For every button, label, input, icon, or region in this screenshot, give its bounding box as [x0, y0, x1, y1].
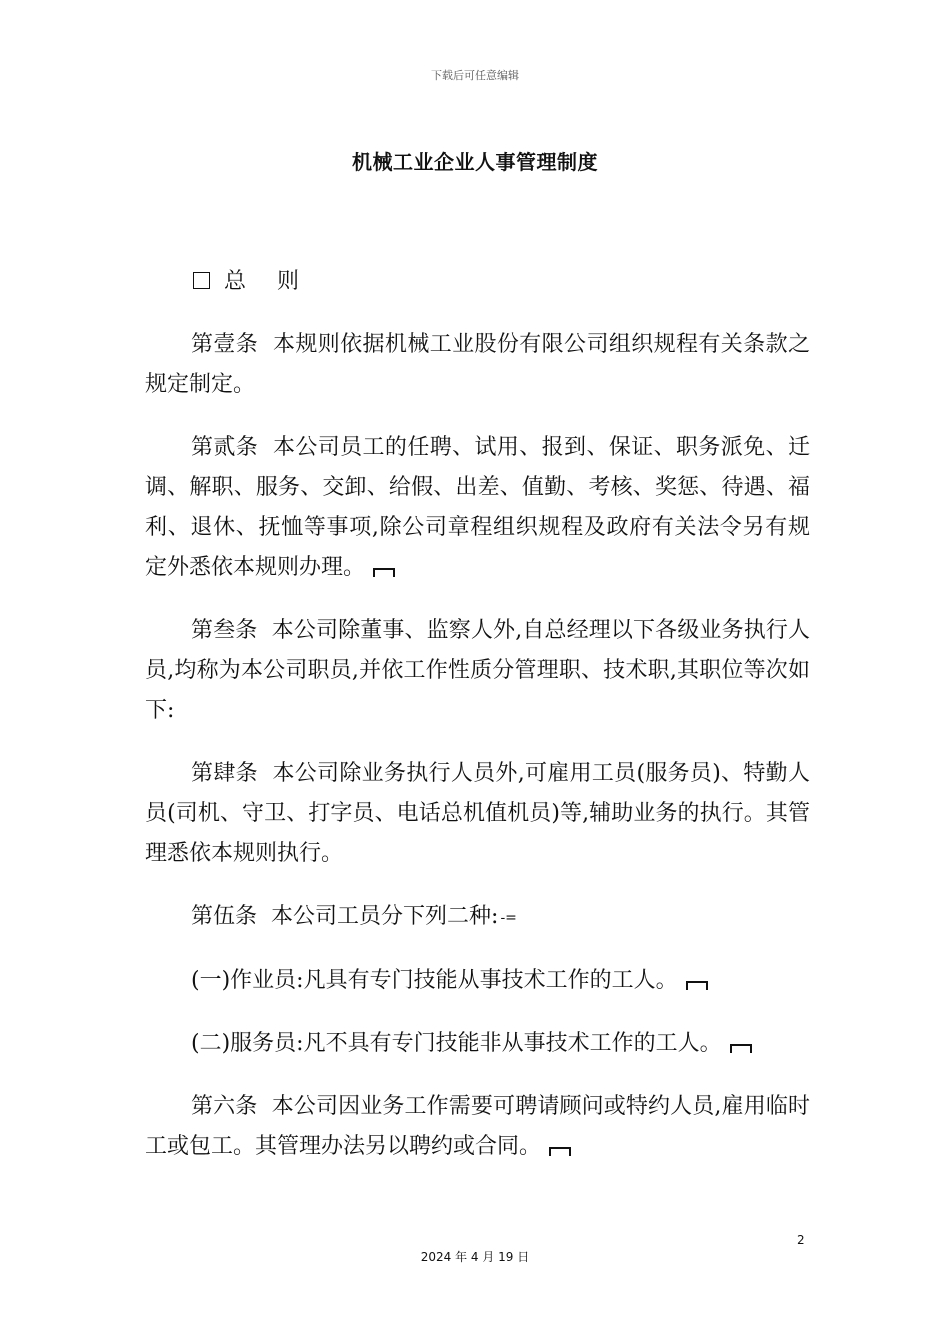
list-mark-icon: -=: [500, 910, 517, 926]
page-number: 2: [797, 1233, 805, 1247]
document-title: 机械工业企业人事管理制度: [352, 150, 598, 174]
article-5-item-2: [145, 1024, 810, 1064]
article-label: 第壹条: [191, 332, 259, 357]
article-5-item-1: [145, 961, 810, 1001]
article-label: 第六条: [191, 1094, 258, 1119]
article-2: [145, 428, 810, 588]
article-text: 本规则依据机械工业股份有限公司组织规程有关条款之规定制定。: [145, 332, 810, 397]
checkbox-square-icon: [193, 272, 210, 289]
article-5: [145, 897, 810, 938]
item-label: (一): [191, 968, 231, 993]
article-3: [145, 611, 810, 731]
section-heading-label: 总 则: [224, 269, 311, 294]
article-text: 本公司工员分下列二种:: [271, 904, 499, 929]
paragraph-mark-icon: [549, 1147, 571, 1156]
article-text: 本公司除业务执行人员外,可雇用工员(服务员)、特勤人员(司机、守卫、打字员、电话总机值机员)等,辅助业务的执行。其管理悉依本规则执行。: [145, 761, 810, 866]
header-note: 下载后可任意编辑: [431, 69, 519, 82]
paragraph-mark-icon: [373, 568, 395, 577]
item-label: (二): [191, 1031, 231, 1056]
article-1: [145, 325, 810, 405]
item-text: 作业员:凡具有专门技能从事技术工作的工人。: [230, 968, 678, 993]
item-text: 服务员:凡不具有专门技能非从事技术工作的工人。: [230, 1031, 722, 1056]
article-text: 本公司除董事、监察人外,自总经理以下各级业务执行人员,均称为本公司职员,并依工作性质分管理职、技术职,其职位等次如下:: [145, 618, 810, 723]
article-label: 第贰条: [191, 435, 259, 460]
article-label: 第肆条: [191, 761, 258, 786]
article-label: 第伍条: [191, 904, 258, 929]
paragraph-mark-icon: [730, 1044, 752, 1053]
article-label: 第叁条: [191, 618, 258, 643]
footer-date: 2024 年 4 月 19 日: [420, 1250, 530, 1264]
article-text: 本公司因业务工作需要可聘请顾问或特约人员,雇用临时工或包工。其管理办法另以聘约或合同。: [145, 1094, 810, 1159]
document-body: [145, 262, 810, 1190]
article-6: [145, 1087, 810, 1167]
section-heading: [145, 262, 810, 302]
article-text: 本公司员工的任聘、试用、报到、保证、职务派免、迁调、解职、服务、交卸、给假、出差、值勤、考核、奖惩、待遇、福利、退休、抚恤等事项,除公司章程组织规程及政府有关法令另有规定外悉依本规则办理。: [145, 435, 810, 580]
paragraph-mark-icon: [686, 981, 708, 990]
article-4: [145, 754, 810, 874]
